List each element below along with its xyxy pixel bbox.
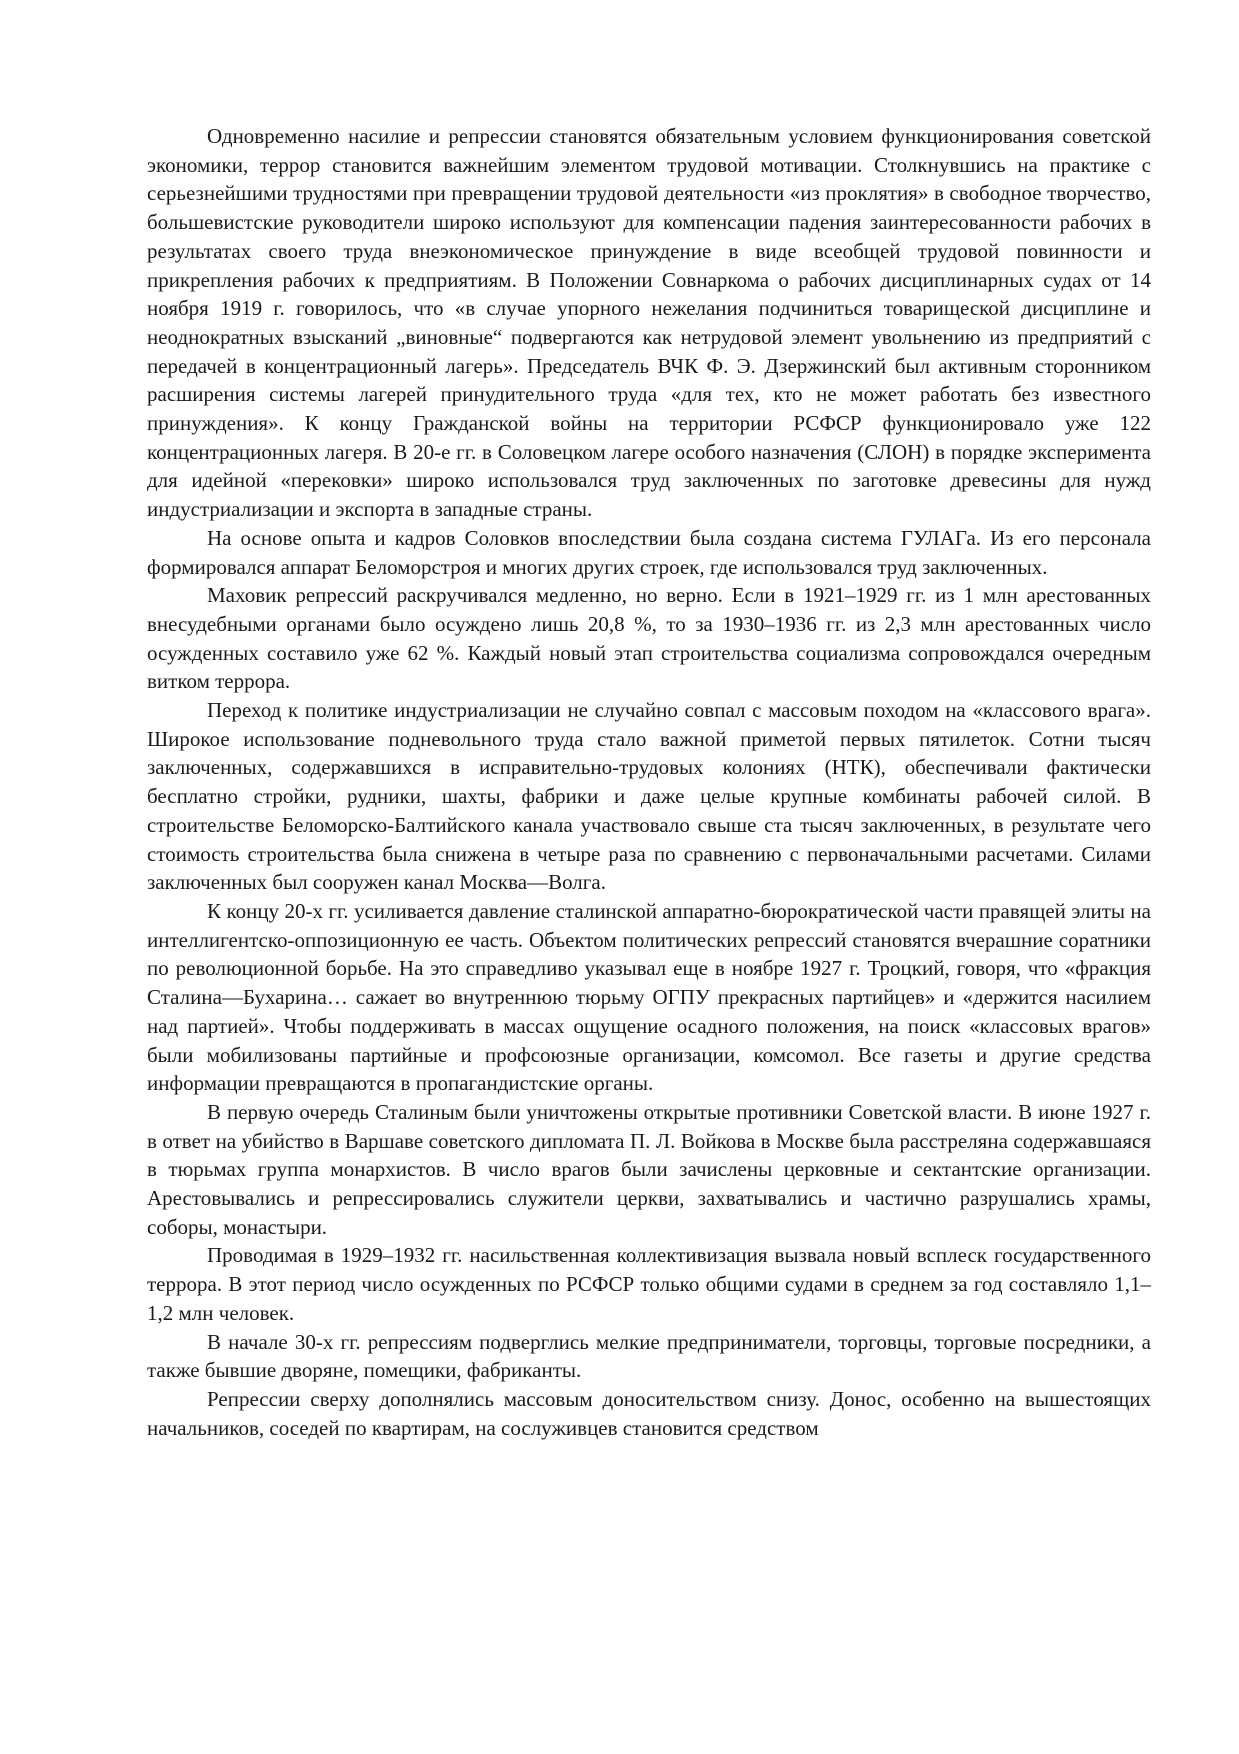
paragraph-repression-flywheel: Маховик репрессий раскручивался медленно, но верно. Если в 1921–1929 гг. из 1 млн арестованных внесудебными органами было осуждено лишь 20,8 %, то за 1930–1936 гг. из 2,3 млн арестованных число осужденных составило уже 62 %. Каждый новый этап строительства социализма сопровождался очередным витком террора. (147, 583, 1151, 694)
paragraph-open-opponents: В первую очередь Сталиным были уничтожены открытые противники Советской власти. В июне 1927 г. в ответ на убийство в Варшаве советского дипломата П. Л. Войкова в Москве была расстреляна содержавшаяся в тюрьмах группа монархистов. В число врагов были зачислены церковные и сектантские организации. Арестовывались и репрессировались служители церкви, захватывались и частично разрушались храмы, соборы, монастыри. (147, 1099, 1151, 1239)
paragraph-early-30s: В начале 30-х гг. репрессиям подверглись мелкие предприниматели, торговцы, торговые посредники, а также бывшие дворяне, помещики, фабриканты. (147, 1329, 1151, 1383)
paragraph-late-20s-pressure: К концу 20-х гг. усиливается давление сталинской аппаратно-бюрократической части правящей элиты на интеллигентско-оппозиционную ее часть. Объектом политических репрессий становятся вчерашние соратники по революционной борьбе. На это справедливо указывал еще в ноябре 1927 г. Троцкий, говоря, что «фракция Сталина—Бухарина… сажает во внутреннюю тюрьму ОГПУ прекрасных партийцев» и «держится насилием над партией». Чтобы поддерживать в массах ощущение осадного положения, на поиск «классовых врагов» были мобилизованы партийные и профсоюзные организации, комсомол. Все газеты и другие средства информации превращаются в пропагандистские органы. (147, 898, 1151, 1096)
paragraph-denunciation: Репрессии сверху дополнялись массовым доносительством снизу. Донос, особенно на вышестоящих начальников, соседей по квартирам, на сослуживцев становится средством (147, 1386, 1151, 1440)
paragraph-violence-repression: Одновременно насилие и репрессии становятся обязательным условием функционирования советской экономики, террор становится важнейшим элементом трудовой мотивации. Столкнувшись на практике с серьезнейшими трудностями при превращении трудовой деятельности «из проклятия» в свободное творчество, большевистские руководители широко используют для компенсации падения заинтересованности рабочих в результатах своего труда внеэкономическое принуждение в виде всеобщей трудовой повинности и прикрепления рабочих к предприятиям. В Положении Совнаркома о рабочих дисциплинарных судах от 14 ноября 1919 г. говорилось, что «в случае упорного нежелания подчиниться товарищеской дисциплине и неоднократных взысканий „виновные“ подвергаются как нетрудовой элемент увольнению из предприятий с передачей в концентрационный лагерь». Председатель ВЧК Ф. Э. Дзержинский был активным сторонником расширения системы лагерей принудительного труда «для тех, кто не может работать без известного принуждения». К концу Гражданской войны на территории РСФСР функционировало уже 122 концентрационных лагеря. В 20-е гг. в Соловецком лагере особого назначения (СЛОН) в порядке эксперимента для идейной «перековки» широко использовался труд заключенных по заготовке древесины для нужд индустриализации и экспорта в западные страны. (147, 124, 1151, 522)
paragraph-industrialization: Переход к политике индустриализации не случайно совпал с массовым походом на «классового врага». Широкое использование подневольного труда стало важной приметой первых пятилеток. Сотни тысяч заключенных, содержавшихся в исправительно-трудовых колониях (НТК), обеспечивали фактически бесплатно стройки, рудники, шахты, фабрики и даже целые крупные комбинаты рабочей силой. В строительстве Беломорско-Балтийского канала участвовало свыше ста тысяч заключенных, в результате чего стоимость строительства была снижена в четыре раза по сравнению с первоначальными расчетами. Силами заключенных был сооружен канал Москва—Волга. (147, 698, 1151, 895)
paragraph-collectivization: Проводимая в 1929–1932 гг. насильственная коллективизация вызвала новый всплеск государственного террора. В этот период число осужденных по РСФСР только общими судами в среднем за год составляло 1,1–1,2 млн человек. (147, 1243, 1151, 1325)
paragraph-solovki-gulag: На основе опыта и кадров Соловков впоследствии была создана система ГУЛАГа. Из его персонала формировался аппарат Беломорстроя и многих других строек, где использовался труд заключенных. (147, 525, 1151, 579)
document-page (147, 122, 1151, 1442)
